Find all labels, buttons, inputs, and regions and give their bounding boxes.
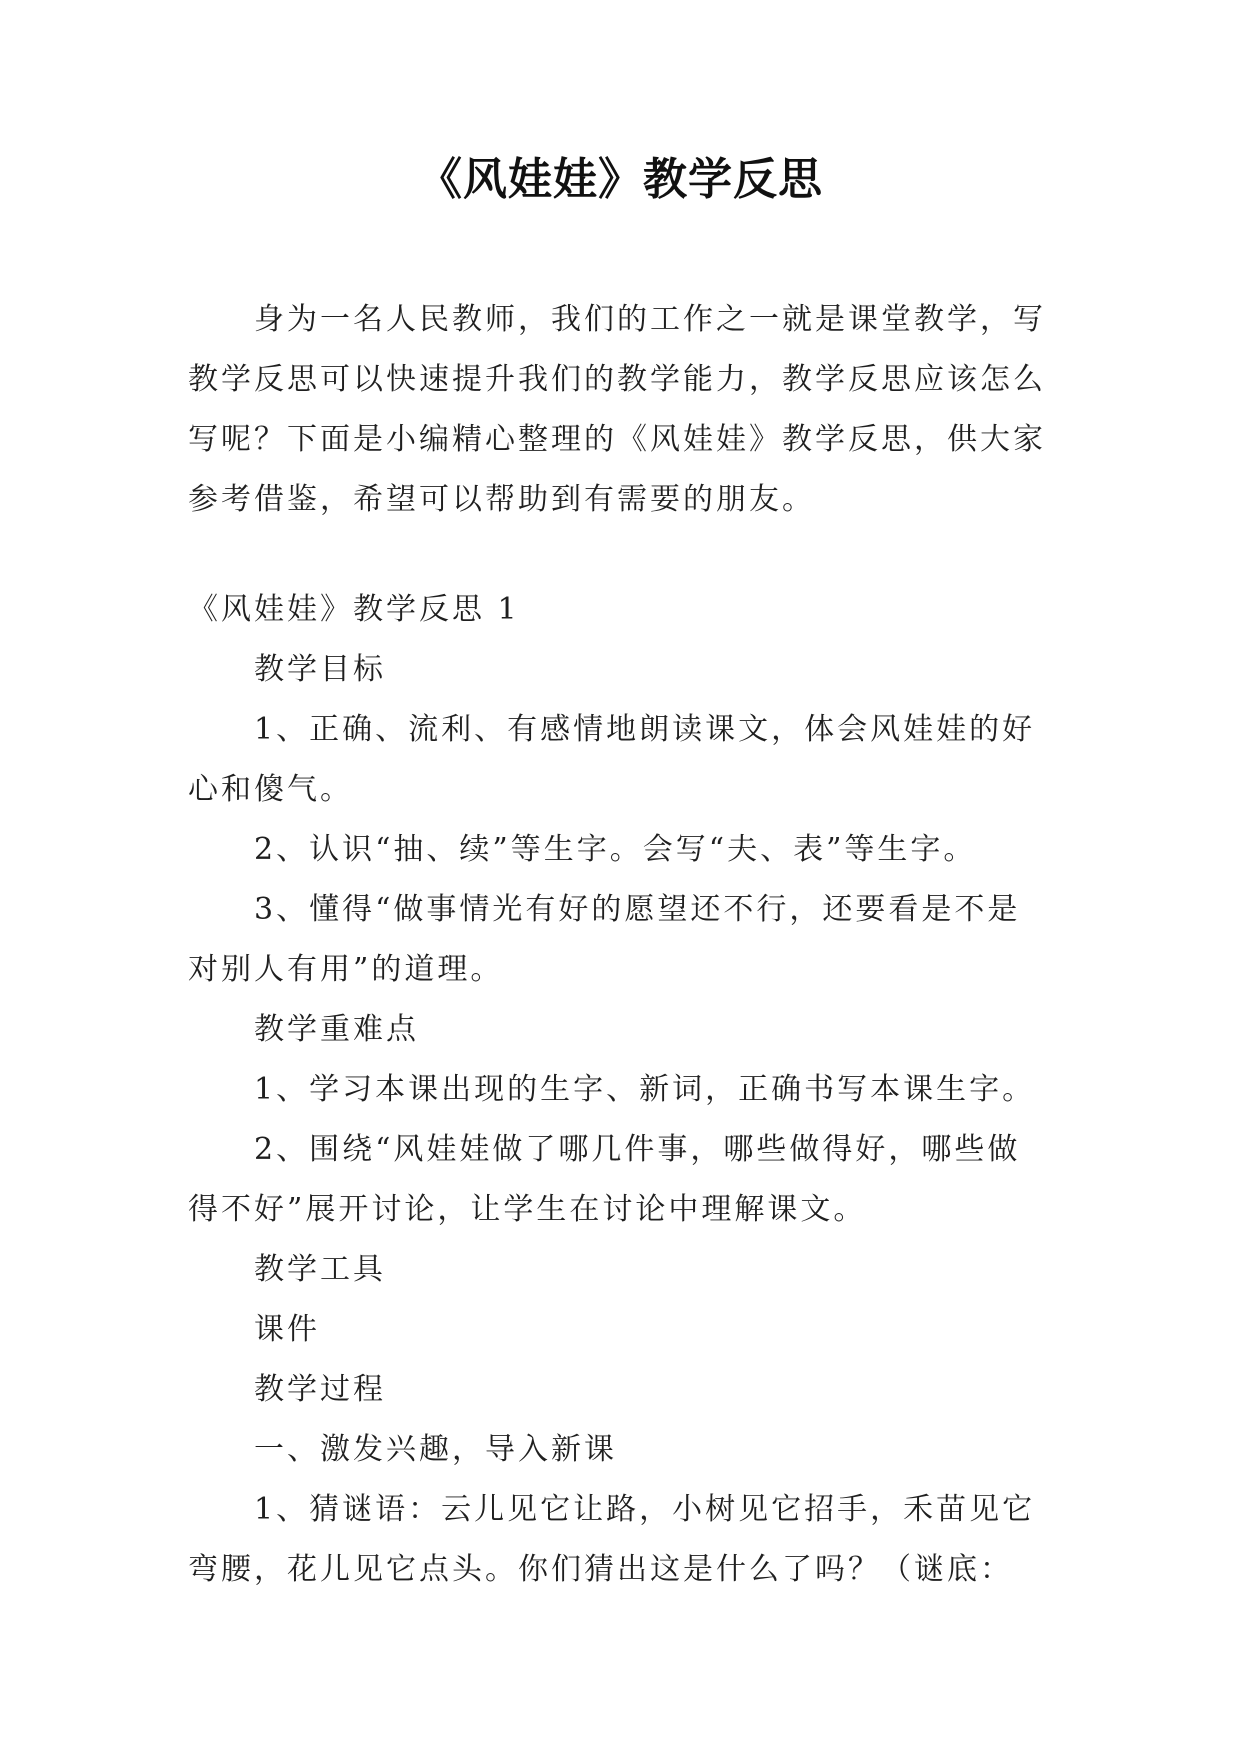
intro-paragraph: [188, 290, 1054, 530]
text-line: 3、懂得“做事情光有好的愿望还不行，还要看是不是: [254, 892, 1021, 927]
text-line: 对别人有用”的道理。: [188, 952, 504, 987]
text-line: 一、激发兴趣，导入新课: [254, 1432, 617, 1467]
subheading-process: 教学过程: [254, 1372, 386, 1407]
section-heading: 《风娃娃》教学反思 1: [188, 592, 520, 627]
text-line: 得不好”展开讨论，让学生在讨论中理解课文。: [188, 1192, 867, 1227]
subheading-tools: 教学工具: [254, 1252, 386, 1287]
subheading-key-points: 教学重难点: [254, 1012, 419, 1047]
text-line: 2、围绕“风娃娃做了哪几件事，哪些做得好，哪些做: [254, 1132, 1021, 1167]
text-line: 弯腰，花儿见它点头。你们猜出这是什么了吗？（谜底：: [188, 1552, 1013, 1587]
text-line: 教学反思可以快速提升我们的教学能力，教学反思应该怎么: [188, 362, 1046, 397]
text-line: 1、正确、流利、有感情地朗读课文，体会风娃娃的好: [254, 712, 1036, 747]
text-line: 写呢？下面是小编精心整理的《风娃娃》教学反思，供大家: [188, 422, 1046, 457]
text-line: 身为一名人民教师，我们的工作之一就是课堂教学，写: [254, 302, 1046, 337]
text-line: 2、认识“抽、续”等生字。会写“夫、表”等生字。: [254, 832, 977, 867]
subheading-objectives: 教学目标: [254, 652, 386, 687]
text-line: 1、学习本课出现的生字、新词，正确书写本课生字。: [254, 1072, 1036, 1107]
section-1: [188, 580, 1054, 1600]
text-line: 参考借鉴，希望可以帮助到有需要的朋友。: [188, 482, 815, 517]
text-line: 1、猜谜语：云儿见它让路，小树见它招手，禾苗见它: [254, 1492, 1036, 1527]
document-title: 《风娃娃》教学反思: [418, 154, 823, 205]
text-line: 课件: [254, 1312, 320, 1347]
text-line: 心和傻气。: [188, 772, 353, 807]
